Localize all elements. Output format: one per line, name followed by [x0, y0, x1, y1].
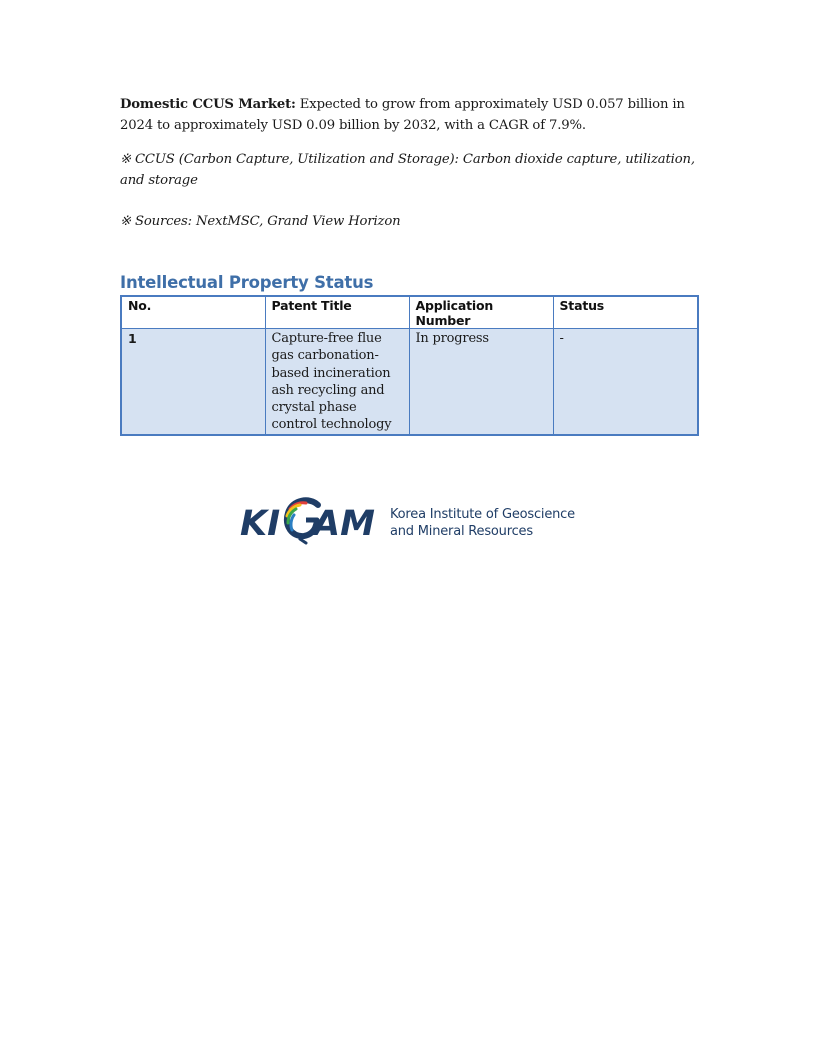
- logo-line-1: Korea Institute of Geoscience: [390, 507, 575, 522]
- ip-table: [120, 295, 699, 436]
- market-label: Domestic CCUS Market:: [120, 97, 296, 112]
- cell-patent-title: Capture-free flue gas carbonation-based incineration ash recycling and crystal phase control technology: [265, 329, 409, 435]
- kigam-logo: [240, 493, 580, 545]
- kigam-logo-mark: [240, 493, 385, 545]
- column-header-application-number: Application Number: [409, 296, 553, 329]
- market-text: Expected to grow from approximately USD 0.057 billion in 2024 to approximately USD 0.09 billion by 2032, with a CAGR of 7.9%.: [120, 97, 685, 133]
- cell-no: 1: [121, 329, 265, 435]
- column-header-patent-title: Patent Title: [265, 296, 409, 329]
- document-body: [120, 94, 697, 436]
- cell-application-number: In progress: [409, 329, 553, 435]
- logo-institute-name: [390, 506, 575, 540]
- ip-table-header-row: [121, 296, 698, 329]
- column-header-status: Status: [553, 296, 698, 329]
- market-paragraph: [120, 94, 697, 136]
- sources-note: ※ Sources: NextMSC, Grand View Horizon: [120, 214, 401, 229]
- ip-section-heading: Intellectual Property Status: [120, 273, 374, 292]
- cell-status: -: [553, 329, 698, 435]
- logo-line-2: and Mineral Resources: [390, 524, 533, 539]
- logo-letters-am: AM: [313, 504, 375, 544]
- column-header-no: No.: [121, 296, 265, 329]
- logo-letters-ki: KI: [240, 504, 281, 544]
- ccus-note: ※ CCUS (Carbon Capture, Utilization and Storage): Carbon dioxide capture, utilization, and storage: [120, 152, 695, 188]
- table-row: [121, 329, 698, 435]
